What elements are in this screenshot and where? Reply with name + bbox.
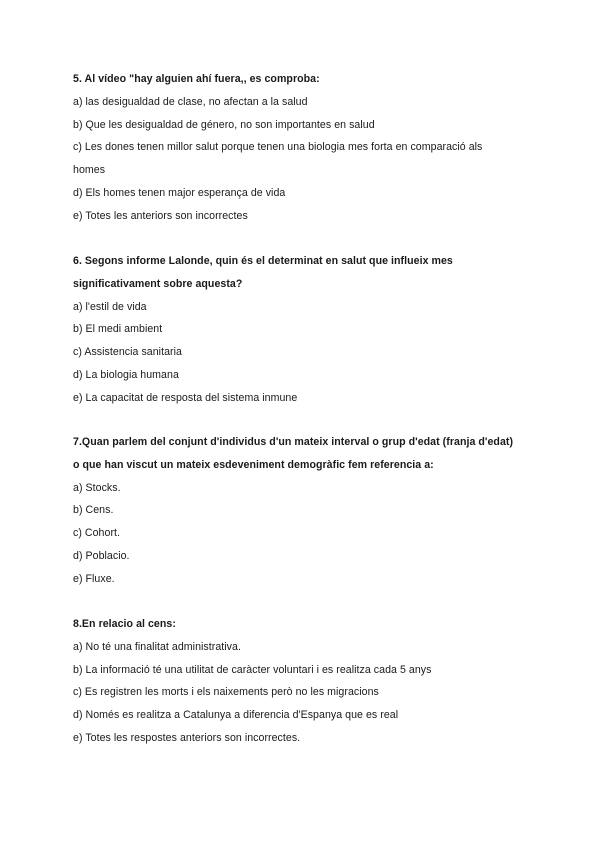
question-6-option-a: a) l'estil de vida	[73, 300, 147, 313]
question-7-option-a: a) Stocks.	[73, 481, 121, 494]
question-6-prompt-line-2: significativament sobre aquesta?	[73, 277, 243, 290]
question-5-option-c: c) Les dones tenen millor salut porque tenen una biologia mes forta en comparació als	[73, 141, 483, 154]
question-8-option-d: d) Només es realitza a Catalunya a diferencia d'Espanya que es real	[73, 709, 399, 722]
question-7-option-d: d) Poblacio.	[73, 549, 130, 562]
question-6-prompt-line-1: 6. Segons informe Lalonde, quin és el determinat en salut que influeix mes	[73, 255, 453, 267]
question-7-option-e: e) Fluxe.	[73, 572, 115, 585]
question-8-option-a: a) No té una finalitat administrativa.	[73, 640, 241, 653]
question-8	[73, 613, 543, 750]
question-6-option-d: d) La biologia humana	[73, 368, 179, 381]
question-7-prompt-line-1: 7.Quan parlem del conjunt d'individus d'un mateix interval o grup d'edat (franja d'edat)	[73, 436, 514, 448]
question-6	[73, 250, 543, 410]
question-6-option-e: e) La capacitat de resposta del sistema inmune	[73, 391, 298, 404]
question-8-prompt: 8.En relacio al cens:	[73, 618, 176, 630]
question-5-prompt: 5. Al vídeo "hay alguien ahí fuera,, es comproba:	[73, 73, 320, 85]
question-8-option-b: b) La informació té una utilitat de caràcter voluntari i es realitza cada 5 anys	[73, 663, 432, 676]
question-7-option-c: c) Cohort.	[73, 527, 121, 540]
question-7-option-b: b) Cens.	[73, 504, 114, 517]
question-5-option-a: a) las desigualdad de clase, no afectan a la salud	[73, 95, 308, 108]
question-5-option-d: d) Els homes tenen major esperança de vida	[73, 186, 286, 199]
question-6-option-b: b) El medi ambient	[73, 323, 163, 336]
question-8-option-e: e) Totes les respostes anteriors son incorrectes.	[73, 731, 301, 744]
question-5-option-b: b) Que les desigualdad de género, no son importantes en salud	[73, 118, 375, 131]
question-7-prompt-line-2: o que han viscut un mateix esdeveniment demogràfic fem referencia a:	[73, 458, 434, 471]
question-5	[73, 68, 543, 228]
question-8-option-c: c) Es registren les morts i els naixements però no les migracions	[73, 686, 379, 699]
question-5-option-c-continued: homes	[73, 164, 106, 177]
question-6-option-c: c) Assistencia sanitaria	[73, 346, 182, 359]
question-5-option-e: e) Totes les anteriors son incorrectes	[73, 209, 248, 222]
question-7	[73, 431, 543, 591]
